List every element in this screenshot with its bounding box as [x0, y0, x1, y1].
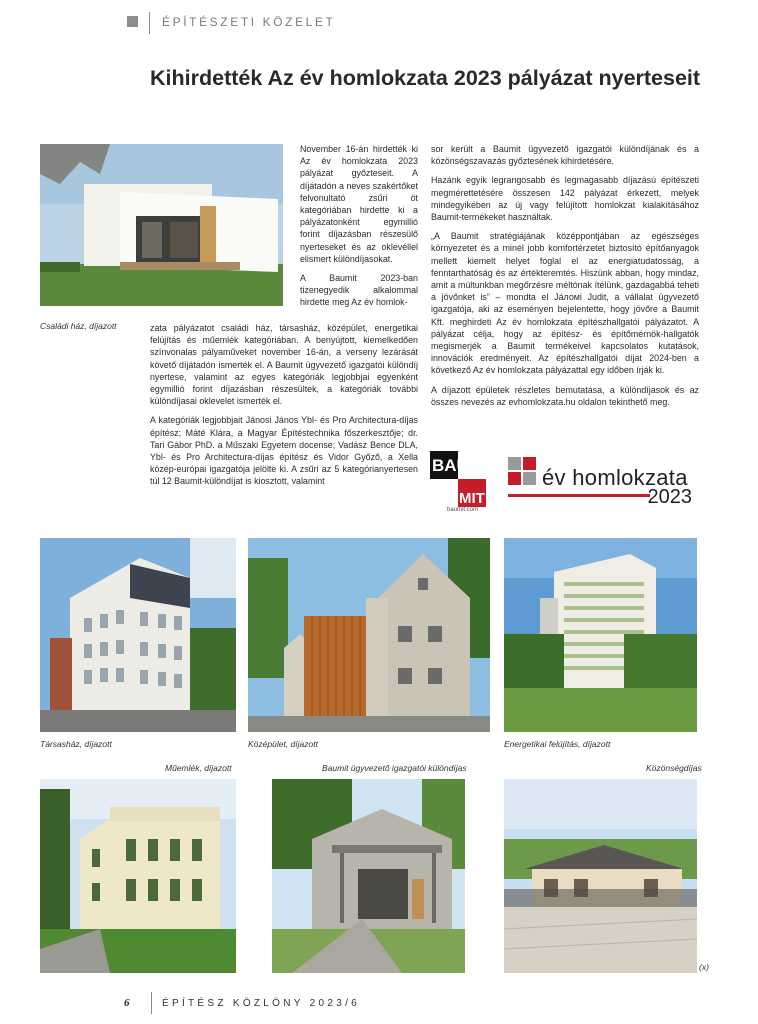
photo-audience-prize [504, 779, 697, 973]
ev-homlokzata-title: év homlokzata [542, 465, 688, 490]
text-column-narrow [300, 143, 418, 309]
paragraph: zata pályázatot családi ház, társasház, középület, energetikai felújítás és műemlék kategóriában. A benyújtott, kiemelkedően színvonalas pályaműveket november 16-án, a verseny lezárását követő díjátadón ismerték el. A Baumit ügyvezető igazgatói különdíj nyertese, valamint az egyes kategóriák legjobbjai egyenként egymillió forint díjazásban részesültek, a kategóriák további különdíjasai oklevelet ismerték el. [150, 323, 418, 407]
promo-marker: (x) [699, 962, 709, 972]
paragraph: Hazánk egyik legrangosabb és legmagasabb díjazású építészeti megmérettetésére összesen 142 pályázat érkezett, melyek mindegyikében az új vagy felújított homlokzat kialakításához Baumit-termékeket használtak. [431, 175, 699, 223]
caption-energy-renovation: Energetikai felújítás, díjazott [504, 739, 611, 749]
photo-family-house [40, 144, 283, 306]
paragraph: A kategóriák legjobbjait Jánosi János Ybl- és Pro Architectura-díjas építész; Máté Klára, a Magyar Építéstechnika főszerkesztője; dr. Tari Gábor PhD. a Műszaki Egyetem docense; Vadász Bence DLA, Ybl- és Pro Architectura-díjas építész és Vidor Győző, a Xella közép-európai igazgatója jelölte ki. A zsűri az 5 kategórianyertesen túl 12 Baumit-különdíjat is kiosztott, valamint [150, 415, 418, 487]
baumit-logo-text-top: BAU [432, 456, 469, 475]
photo-energy-renovation [504, 538, 697, 732]
ev-homlokzata-bar [508, 494, 650, 497]
photo-public-building [248, 538, 490, 732]
photo-ceo-special-prize [272, 779, 465, 973]
section-label: ÉPÍTÉSZETI KÖZELET [162, 15, 336, 29]
ev-homlokzata-squares-icon [508, 457, 536, 485]
paragraph: „A Baumit stratégiájának középpontjában az egészséges környezetet és a minél jobb komfortérzetet biztosító építőanyagok mellett kiemelt helyet foglal el az energiatudatosság, a fenntarthatóság és az értékteremtés. Hiszünk abban, hogy mindaz, amit a múltunkban megőrzésre méltónak ítélünk, gazdagabbá teheti a jövőnket is” – mondta el Jáломi Judit, a vállalat ügyvezető igazgatója, aki az eseményen bejelentette, hogy jövőre a Baumit Kft. meghirdeti Az év homlokzata építészhallgatói pályázatot. A pályázat célja, hogy az építész- és építőmérnök-hallgatók megismerjék a Baumit termékeivel kapcsolatos kutatások, innovációk eredményeit. Az építészhallgatói díjat 2024-ben a következő Az év homlokzata pályázattal egy időben írják ki. [431, 231, 699, 376]
photo-monument [40, 779, 236, 973]
paragraph: November 16-án hirdették ki Az év homlokzata 2023 pályázat győzteseit. A díjátadón a neves szakértőket felvonultató zsűri öt kategóriában hirdette ki a pályázatonként egymillió forint díjazásban részesülő nyerteseket és az oklevéllel elismert különdíjasokat. [300, 144, 418, 264]
text-column-wide [150, 322, 418, 488]
section-marker-square [127, 16, 138, 27]
caption-monument: Műemlék, díjazott [165, 763, 232, 773]
caption-family-house: Családi ház, díjazott [40, 321, 117, 331]
footer-publication-title: ÉPÍTÉSZ KÖZLÖNY 2023/6 [162, 998, 361, 1009]
page-number: 6 [124, 997, 130, 1009]
caption-audience-prize: Közönségdíjas [646, 763, 702, 773]
article-headline: Kihirdették Az év homlokzata 2023 pályázat nyerteseit [150, 66, 701, 90]
header-divider [149, 12, 150, 34]
caption-ceo-special-prize: Baumit ügyvezető igazgatói különdíjas [322, 763, 467, 773]
baumit-logo [430, 451, 486, 513]
ev-homlokzata-logo [508, 457, 692, 511]
caption-public-building: Középület, díjazott [248, 739, 318, 749]
ev-homlokzata-year: 2023 [647, 486, 692, 508]
photo-apartment-building [40, 538, 236, 732]
paragraph: sor került a Baumit ügyvezető igazgatói különdíjának és a közönségszavazás győztesének kihirdetésére. [431, 144, 699, 167]
paragraph: A Baumit 2023-ban tizenegyedik alkalommal hirdette meg Az év homlok- [300, 273, 418, 308]
footer-divider [151, 992, 152, 1014]
baumit-logo-text-bottom: MIT [459, 490, 485, 507]
baumit-url: baumit.com [447, 507, 479, 513]
text-column-right [431, 143, 699, 408]
paragraph: A díjazott épületek részletes bemutatása, a különdíjasok és az összes nevezés az evhomlokzata.hu oldalon tekinthető meg. [431, 384, 699, 407]
caption-apartment-building: Társasház, díjazott [40, 739, 112, 749]
